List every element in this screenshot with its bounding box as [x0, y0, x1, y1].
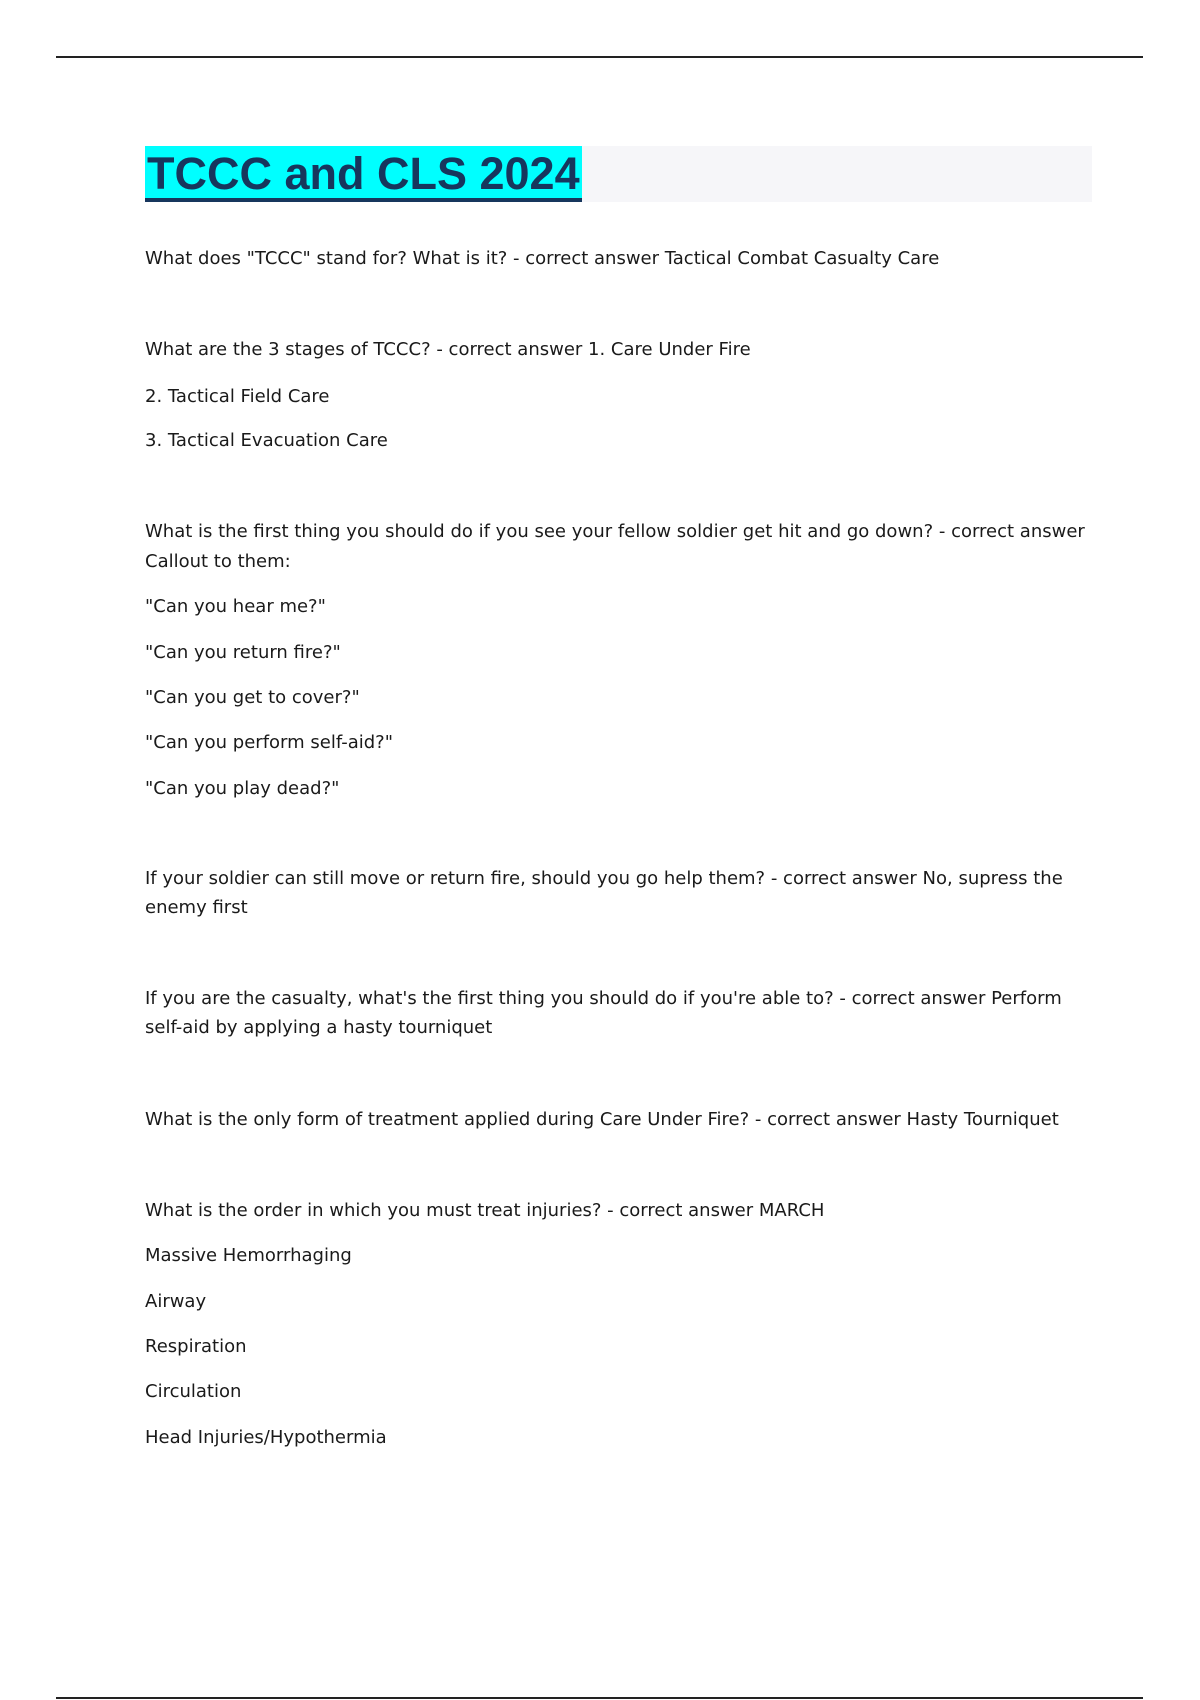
qa-line: enemy first	[145, 897, 248, 918]
qa-line: Airway	[145, 1291, 207, 1312]
bottom-rule	[56, 1697, 1143, 1699]
qa-line: "Can you hear me?"	[145, 596, 326, 617]
qa-line: 3. Tactical Evacuation Care	[145, 430, 388, 451]
qa-line: If your soldier can still move or return fire, should you go help them? - correct answer No, supress the	[145, 868, 1063, 889]
qa-line: What are the 3 stages of TCCC? - correct answer 1. Care Under Fire	[145, 339, 751, 360]
qa-line: self-aid by applying a hasty tourniquet	[145, 1017, 493, 1038]
qa-line: "Can you return fire?"	[145, 642, 341, 663]
qa-line: 2. Tactical Field Care	[145, 386, 330, 407]
top-rule	[56, 56, 1143, 58]
page-title: TCCC and CLS 2024	[145, 146, 582, 202]
qa-line: If you are the casualty, what's the first thing you should do if you're able to? - correct answer Perform	[145, 988, 1062, 1009]
qa-line: Callout to them:	[145, 551, 291, 572]
qa-line: Massive Hemorrhaging	[145, 1245, 352, 1266]
qa-line: "Can you get to cover?"	[145, 687, 360, 708]
qa-line: Head Injuries/Hypothermia	[145, 1427, 387, 1448]
qa-line: "Can you perform self-aid?"	[145, 732, 393, 753]
qa-line: What is the first thing you should do if you see your fellow soldier get hit and go down? - correct answer	[145, 521, 1085, 542]
qa-line: "Can you play dead?"	[145, 778, 340, 799]
qa-line: What is the order in which you must treat injuries? - correct answer MARCH	[145, 1200, 825, 1221]
qa-line: What is the only form of treatment applied during Care Under Fire? - correct answer Hasty Tourniquet	[145, 1109, 1059, 1130]
qa-line: Respiration	[145, 1336, 247, 1357]
qa-line: What does "TCCC" stand for? What is it? - correct answer Tactical Combat Casualty Care	[145, 248, 940, 269]
qa-line: Circulation	[145, 1381, 242, 1402]
